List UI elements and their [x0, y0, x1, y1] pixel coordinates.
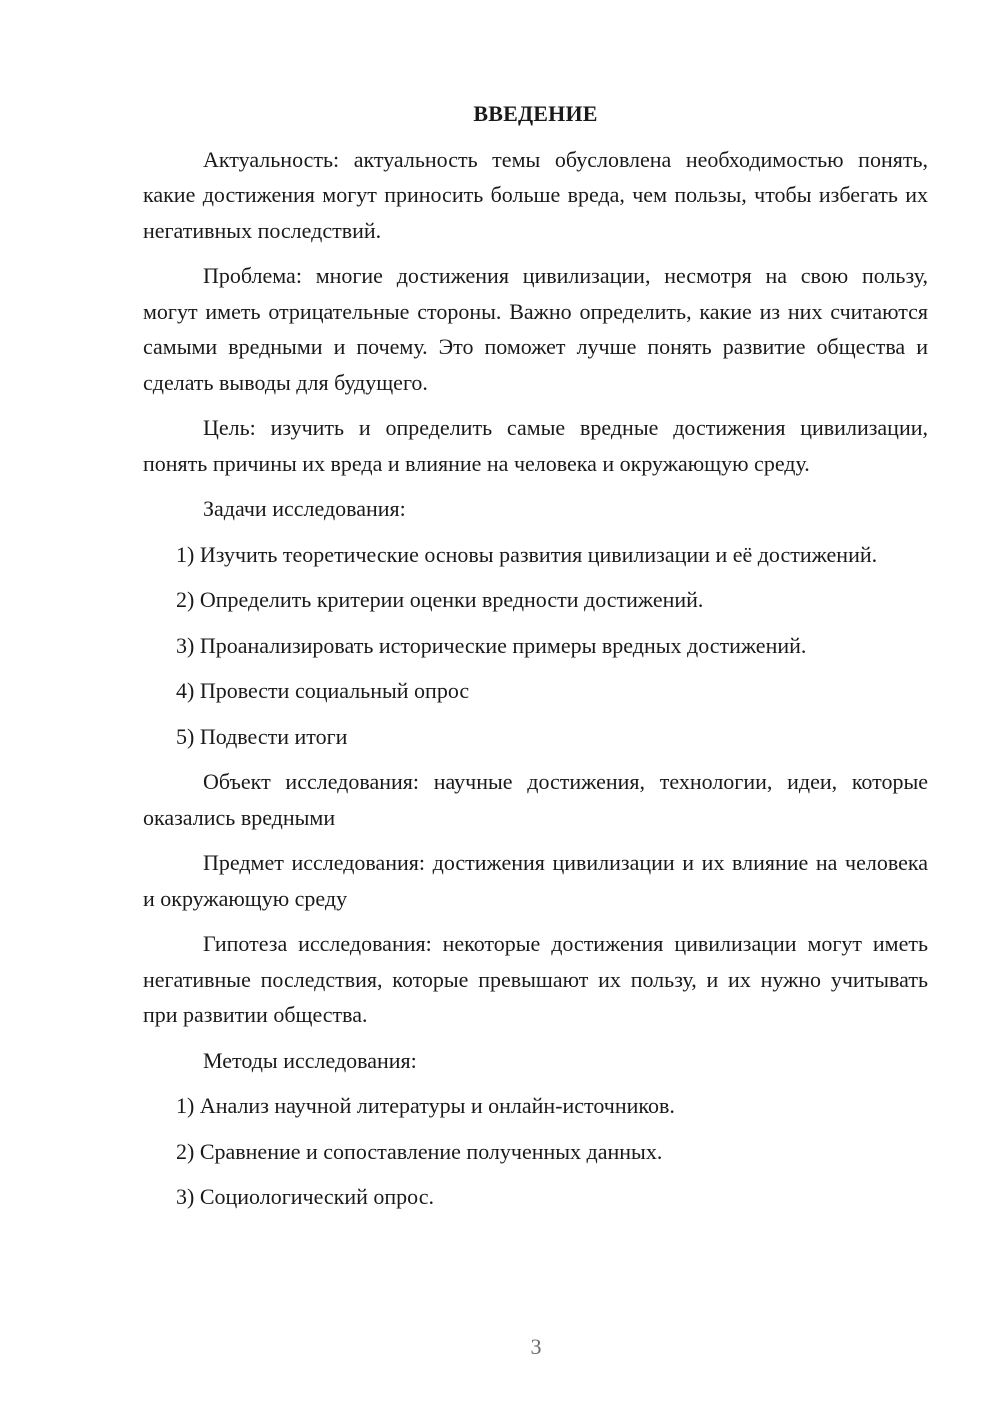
methods-heading: Методы исследования:	[203, 1047, 417, 1073]
hypothesis-paragraph: Гипотеза исследования: некоторые достижения цивилизации могут иметь негативные последствия, которые превышают их пользу, и их нужно учитывать при развитии общества.	[143, 931, 928, 1027]
problem-paragraph: Проблема: многие достижения цивилизации, несмотря на свою пользу, могут иметь отрицательные стороны. Важно определить, какие из них считаются самыми вредными и почему. Это поможет лучше понять развитие общества и сделать выводы для будущего.	[143, 263, 928, 395]
relevance-paragraph: Актуальность: актуальность темы обусловлена необходимостью понять, какие достижения могут приносить больше вреда, чем пользы, чтобы избегать их негативных последствий.	[143, 146, 928, 243]
task-item: 1) Изучить теоретические основы развития цивилизации и её достижений.	[176, 541, 878, 567]
task-item: 3) Проанализировать исторические примеры вредных достижений.	[176, 632, 807, 658]
section-title: ВВЕДЕНИЕ	[473, 101, 598, 126]
method-item: 1) Анализ научной литературы и онлайн-источников.	[176, 1093, 675, 1118]
task-item: 5) Подвести итоги	[176, 723, 348, 749]
method-item: 2) Сравнение и сопоставление полученных данных.	[176, 1138, 663, 1164]
page-number: 3	[530, 1334, 542, 1359]
subject-paragraph: Предмет исследования: достижения цивилизации и их влияние на человека и окружающую среду	[143, 850, 928, 911]
document-page	[143, 96, 928, 1225]
goal-paragraph: Цель: изучить и определить самые вредные достижения цивилизации, понять причины их вреда и влияние на человека и окружающую среду.	[143, 415, 928, 476]
object-paragraph: Объект исследования: научные достижения, технологии, идеи, которые оказались вредными	[143, 769, 928, 830]
method-item: 3) Социологический опрос.	[176, 1184, 434, 1209]
task-item: 4) Провести социальный опрос	[176, 678, 470, 703]
task-item: 2) Определить критерии оценки вредности достижений.	[176, 587, 704, 612]
tasks-heading: Задачи исследования:	[203, 496, 406, 521]
